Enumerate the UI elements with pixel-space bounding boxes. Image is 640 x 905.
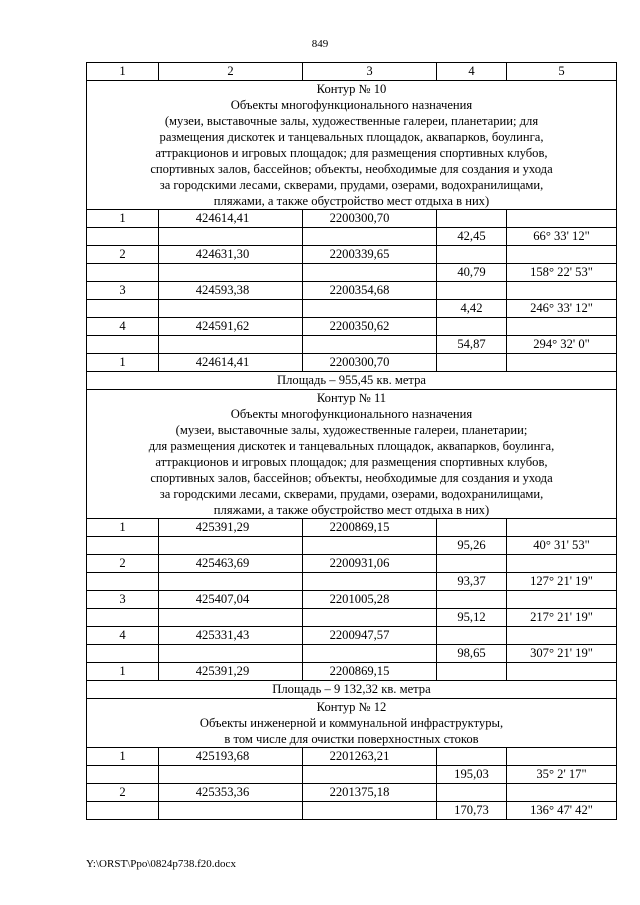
section-title-line: (музеи, выставочные залы, художественные галереи, планетарии; для [164,114,539,128]
x-coordinate-cell [159,766,303,784]
x-coordinate-cell [159,264,303,282]
x-coordinate-cell: 425353,36 [159,784,303,802]
distance-cell [437,591,507,609]
point-number-cell: 1 [87,210,159,228]
table-row [87,609,617,627]
x-coordinate-cell: 425193,68 [159,748,303,766]
point-number-cell [87,802,159,820]
column-header-3: 3 [303,63,437,81]
y-coordinate-cell [303,537,437,555]
contour-heading: Контур № 10 [316,82,387,96]
table-row [87,519,617,537]
table-row [87,318,617,336]
table-row [87,282,617,300]
y-coordinate-cell [303,336,437,354]
y-coordinate-cell: 2200869,15 [303,663,437,681]
point-number-cell: 3 [87,591,159,609]
section-title-row [87,81,617,210]
point-number-cell [87,645,159,663]
section-title-line: для размещения дискотек и танцевальных площадок, аквапарков, боулинга, [148,439,555,453]
section-title-line: Объекты многофункционального назначения [230,407,473,421]
bearing-cell [507,627,617,645]
distance-cell: 170,73 [437,802,507,820]
bearing-cell: 158° 22' 53" [507,264,617,282]
document-file-path: Y:\ORST\Ppo\0824p738.f20.docx [86,858,236,870]
table-row [87,645,617,663]
bearing-cell: 136° 47' 42" [507,802,617,820]
table-row [87,748,617,766]
y-coordinate-cell: 2200931,06 [303,555,437,573]
point-number-cell [87,573,159,591]
area-text: Площадь – 9 132,32 кв. метра [87,681,617,699]
area-row [87,681,617,699]
x-coordinate-cell: 425407,04 [159,591,303,609]
y-coordinate-cell: 2201263,21 [303,748,437,766]
table-row [87,537,617,555]
table-row [87,336,617,354]
x-coordinate-cell: 425463,69 [159,555,303,573]
y-coordinate-cell: 2200300,70 [303,210,437,228]
y-coordinate-cell: 2200300,70 [303,354,437,372]
contour-heading: Контур № 12 [316,700,387,714]
column-header-1: 1 [87,63,159,81]
point-number-cell: 1 [87,519,159,537]
distance-cell [437,627,507,645]
bearing-cell: 294° 32' 0" [507,336,617,354]
bearing-cell [507,784,617,802]
section-title [87,81,617,210]
coordinates-table-body [87,63,617,820]
section-title-line: пляжами, а также обустройство мест отдыха в них) [213,503,490,517]
point-number-cell: 2 [87,246,159,264]
y-coordinate-cell [303,300,437,318]
section-title-line: аттракционов и игровых площадок; для размещения спортивных клубов, [155,455,548,469]
x-coordinate-cell: 424591,62 [159,318,303,336]
point-number-cell [87,300,159,318]
area-text: Площадь – 955,45 кв. метра [87,372,617,390]
point-number-cell [87,537,159,555]
point-number-cell [87,766,159,784]
distance-cell: 42,45 [437,228,507,246]
y-coordinate-cell: 2200350,62 [303,318,437,336]
section-title-line: спортивных залов, бассейнов; объекты, необходимые для создания и ухода [150,162,553,176]
bearing-cell: 35° 2' 17" [507,766,617,784]
distance-cell: 93,37 [437,573,507,591]
distance-cell [437,555,507,573]
table-row [87,228,617,246]
bearing-cell [507,663,617,681]
x-coordinate-cell [159,336,303,354]
table-row [87,591,617,609]
point-number-cell: 3 [87,282,159,300]
distance-cell: 4,42 [437,300,507,318]
section-title-line: аттракционов и игровых площадок; для размещения спортивных клубов, [155,146,548,160]
y-coordinate-cell [303,264,437,282]
bearing-cell: 40° 31' 53" [507,537,617,555]
area-row [87,372,617,390]
bearing-cell [507,210,617,228]
bearing-cell [507,318,617,336]
coordinates-table [86,62,617,820]
point-number-cell: 2 [87,555,159,573]
x-coordinate-cell [159,228,303,246]
y-coordinate-cell: 2201005,28 [303,591,437,609]
point-number-cell: 1 [87,663,159,681]
point-number-cell: 4 [87,627,159,645]
distance-cell [437,246,507,264]
x-coordinate-cell [159,609,303,627]
table-row [87,210,617,228]
distance-cell: 40,79 [437,264,507,282]
section-title-line: пляжами, а также обустройство мест отдыха в них) [213,194,490,208]
bearing-cell [507,282,617,300]
distance-cell [437,354,507,372]
distance-cell [437,282,507,300]
section-title [87,390,617,519]
point-number-cell [87,336,159,354]
section-title-line: в том числе для очистки поверхностных стоков [224,732,479,746]
y-coordinate-cell: 2201375,18 [303,784,437,802]
table-row [87,246,617,264]
column-header-row [87,63,617,81]
table-row [87,627,617,645]
distance-cell [437,318,507,336]
y-coordinate-cell: 2200339,65 [303,246,437,264]
bearing-cell [507,748,617,766]
distance-cell [437,748,507,766]
y-coordinate-cell [303,609,437,627]
contour-heading: Контур № 11 [316,391,387,405]
point-number-cell: 2 [87,784,159,802]
y-coordinate-cell [303,573,437,591]
bearing-cell [507,519,617,537]
distance-cell [437,210,507,228]
x-coordinate-cell [159,537,303,555]
y-coordinate-cell [303,766,437,784]
point-number-cell: 1 [87,748,159,766]
bearing-cell: 246° 33' 12" [507,300,617,318]
section-title-row [87,699,617,748]
x-coordinate-cell: 424631,30 [159,246,303,264]
x-coordinate-cell: 424614,41 [159,210,303,228]
column-header-5: 5 [507,63,617,81]
x-coordinate-cell: 424614,41 [159,354,303,372]
x-coordinate-cell: 425391,29 [159,663,303,681]
x-coordinate-cell: 424593,38 [159,282,303,300]
section-title-line: (музеи, выставочные залы, художественные галереи, планетарии; [175,423,528,437]
section-title-line: размещения дискотек и танцевальных площадок, аквапарков, боулинга, [159,130,544,144]
bearing-cell [507,591,617,609]
distance-cell: 98,65 [437,645,507,663]
distance-cell: 195,03 [437,766,507,784]
y-coordinate-cell: 2200947,57 [303,627,437,645]
x-coordinate-cell: 425391,29 [159,519,303,537]
bearing-cell: 307° 21' 19" [507,645,617,663]
y-coordinate-cell: 2200354,68 [303,282,437,300]
y-coordinate-cell [303,228,437,246]
distance-cell: 95,26 [437,537,507,555]
bearing-cell [507,354,617,372]
page-number: 849 [311,38,329,50]
point-number-cell [87,264,159,282]
table-row [87,300,617,318]
table-row [87,663,617,681]
bearing-cell [507,555,617,573]
table-row [87,573,617,591]
table-row [87,555,617,573]
table-row [87,784,617,802]
table-row [87,766,617,784]
distance-cell [437,519,507,537]
section-title-line: спортивных залов, бассейнов; объекты, необходимые для создания и ухода [150,471,553,485]
distance-cell: 54,87 [437,336,507,354]
x-coordinate-cell [159,645,303,663]
section-title-line: Объекты многофункционального назначения [230,98,473,112]
point-number-cell: 1 [87,354,159,372]
table-row [87,354,617,372]
table-row [87,264,617,282]
x-coordinate-cell: 425331,43 [159,627,303,645]
section-title-line: Объекты инженерной и коммунальной инфраструктуры, [199,716,504,730]
column-header-2: 2 [159,63,303,81]
section-title-line: за городскими лесами, скверами, прудами, озерами, водохранилищами, [159,487,544,501]
point-number-cell [87,228,159,246]
y-coordinate-cell [303,802,437,820]
distance-cell [437,784,507,802]
bearing-cell: 66° 33' 12" [507,228,617,246]
bearing-cell: 217° 21' 19" [507,609,617,627]
bearing-cell: 127° 21' 19" [507,573,617,591]
x-coordinate-cell [159,573,303,591]
x-coordinate-cell [159,802,303,820]
distance-cell [437,663,507,681]
y-coordinate-cell [303,645,437,663]
distance-cell: 95,12 [437,609,507,627]
point-number-cell: 4 [87,318,159,336]
point-number-cell [87,609,159,627]
column-header-4: 4 [437,63,507,81]
y-coordinate-cell: 2200869,15 [303,519,437,537]
section-title [87,699,617,748]
section-title-row [87,390,617,519]
x-coordinate-cell [159,300,303,318]
section-title-line: за городскими лесами, скверами, прудами, озерами, водохранилищами, [159,178,544,192]
bearing-cell [507,246,617,264]
table-row [87,802,617,820]
